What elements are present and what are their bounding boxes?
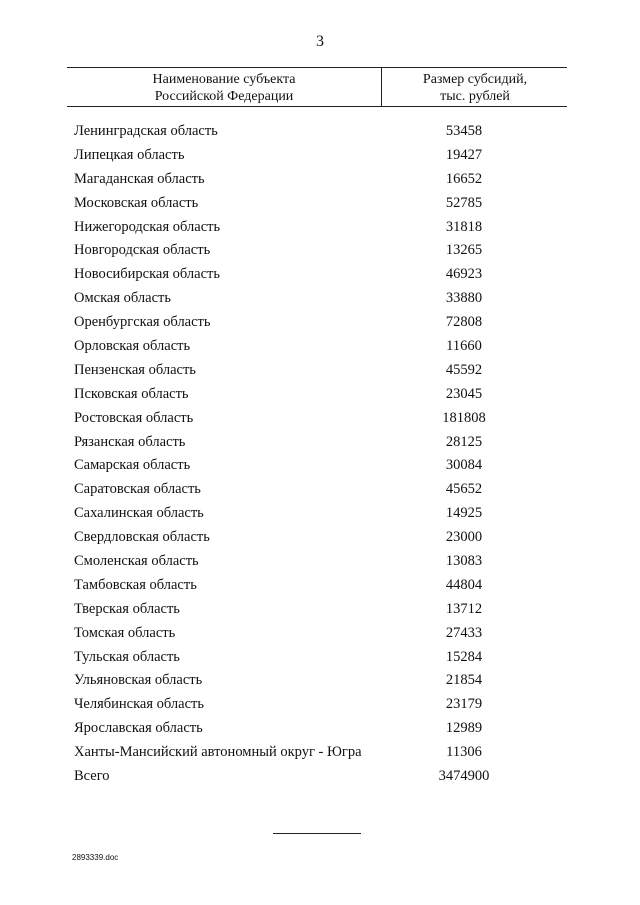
- table-row: [74, 216, 574, 240]
- table-row: [74, 478, 574, 502]
- region-name: Томская область: [74, 624, 176, 641]
- subsidy-amount: 19427: [445, 146, 483, 163]
- table-row: [74, 765, 574, 789]
- region-name: Тверская область: [74, 600, 180, 617]
- subsidy-amount: 72808: [445, 314, 483, 331]
- table-row: [74, 669, 574, 693]
- subsidy-amount: 14925: [445, 505, 483, 522]
- region-name: Ханты-Мансийский автономный округ - Югра: [74, 744, 362, 761]
- region-name: Ленинградская область: [74, 123, 218, 139]
- table-row: [74, 622, 574, 646]
- subsidy-amount: 23045: [445, 385, 483, 402]
- subsidy-amount: 13265: [445, 242, 483, 259]
- table-row: [74, 741, 574, 765]
- subsidy-amount: 181808: [442, 409, 486, 426]
- region-name: Магаданская область: [74, 170, 205, 187]
- table-row: [74, 287, 574, 311]
- table-row: [74, 383, 574, 407]
- table-row: [74, 335, 574, 359]
- region-name: Тамбовская область: [74, 576, 197, 593]
- table-row: [74, 120, 574, 144]
- subsidy-amount: 16652: [445, 170, 483, 187]
- table-row: [74, 144, 574, 168]
- table-row: [74, 693, 574, 717]
- region-name: Ульяновская область: [74, 672, 203, 689]
- subsidy-amount: 23000: [445, 529, 483, 546]
- page-number: 3: [316, 33, 324, 50]
- header-amount-column: [383, 68, 567, 106]
- table-row: [74, 526, 574, 550]
- document-id: 2893339.doc: [72, 853, 119, 862]
- table-row: [74, 646, 574, 670]
- table-row: [74, 431, 574, 455]
- region-name: Липецкая область: [74, 146, 185, 163]
- region-name: Сахалинская область: [74, 505, 204, 522]
- region-name: Тульская область: [74, 648, 180, 665]
- subsidy-amount: 33880: [445, 290, 483, 307]
- table-row: [74, 359, 574, 383]
- subsidy-amount: 11660: [446, 338, 482, 355]
- subsidy-amount: 31818: [445, 218, 483, 235]
- region-name: Московская область: [74, 194, 199, 211]
- region-name: Псковская область: [74, 385, 189, 402]
- region-name: Омская область: [74, 290, 171, 307]
- subsidy-amount: 13712: [445, 600, 483, 617]
- table-row: [74, 407, 574, 431]
- subsidy-amount: 46923: [445, 266, 483, 283]
- header-amount-line1: Размер субсидий,: [422, 72, 528, 87]
- region-name: Новгородская область: [74, 242, 211, 259]
- table-row: [74, 192, 574, 216]
- subsidy-amount: 27433: [445, 624, 483, 641]
- subsidy-amount: 30084: [445, 457, 483, 474]
- subsidy-amount: 45652: [445, 481, 483, 498]
- table-row: [74, 574, 574, 598]
- region-name: Челябинская область: [74, 696, 204, 713]
- region-name: Орловская область: [74, 338, 191, 355]
- header-amount-line2: тыс. рублей: [440, 89, 510, 104]
- header-name-column: [67, 68, 382, 106]
- table-row: [74, 239, 574, 263]
- end-divider: [273, 833, 361, 834]
- region-name: Ярославская область: [74, 720, 203, 737]
- region-name: Самарская область: [74, 457, 191, 474]
- subsidy-amount: 12989: [445, 720, 483, 737]
- subsidy-amount: 11306: [446, 744, 482, 761]
- region-name: Пензенская область: [74, 361, 196, 378]
- region-name: Свердловская область: [74, 529, 210, 546]
- table-row: [74, 311, 574, 335]
- table-row: [74, 717, 574, 741]
- region-name: Оренбургская область: [74, 314, 211, 331]
- subsidy-amount: 28125: [445, 433, 483, 450]
- table-row: [74, 454, 574, 478]
- region-name: Всего: [74, 768, 110, 785]
- table-header: [67, 67, 567, 107]
- region-name: Смоленская область: [74, 553, 199, 570]
- table-row: [74, 263, 574, 287]
- region-name: Саратовская область: [74, 481, 201, 498]
- subsidy-amount: 44804: [445, 576, 483, 593]
- subsidy-amount: 45592: [445, 361, 483, 378]
- table-row: [74, 502, 574, 526]
- subsidy-amount: 13083: [445, 553, 483, 570]
- subsidy-amount: 52785: [445, 194, 483, 211]
- region-name: Новосибирская область: [74, 266, 220, 283]
- subsidy-amount: 21854: [445, 672, 483, 689]
- header-name-line2: Российской Федерации: [154, 89, 294, 104]
- region-name: Нижегородская область: [74, 218, 221, 235]
- table-body: [74, 120, 574, 789]
- region-name: Рязанская область: [74, 433, 186, 450]
- subsidy-amount: 15284: [445, 648, 483, 665]
- header-name-line1: Наименование субъекта: [152, 72, 296, 87]
- table-row: [74, 550, 574, 574]
- subsidy-amount: 3474900: [438, 768, 490, 785]
- subsidy-amount: 23179: [445, 696, 483, 713]
- table-row: [74, 168, 574, 192]
- subsidy-amount: 53458: [445, 123, 483, 139]
- region-name: Ростовская область: [74, 409, 194, 426]
- table-row: [74, 598, 574, 622]
